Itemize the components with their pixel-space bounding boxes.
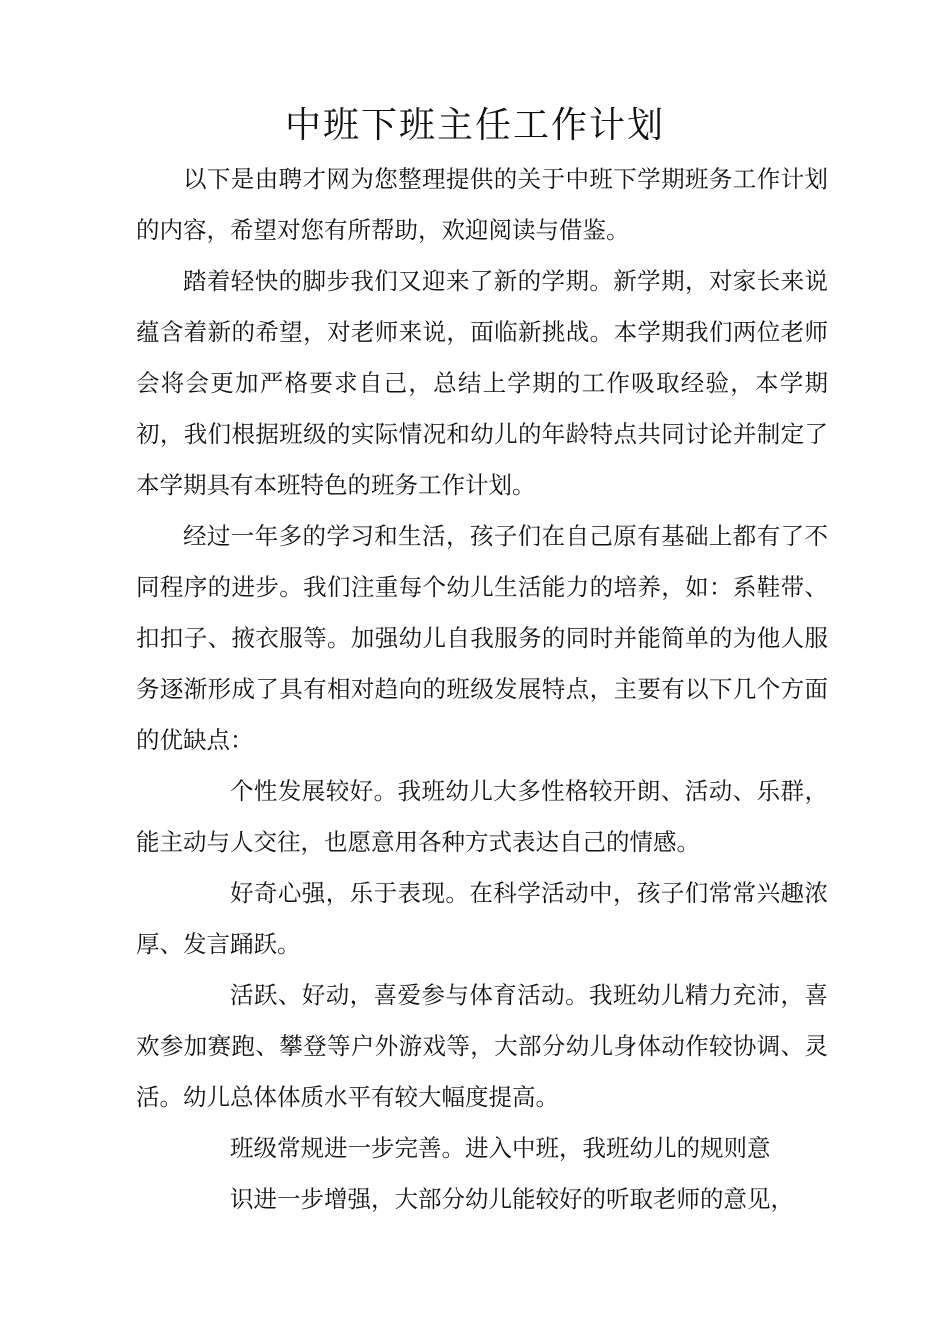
strength-sports-paragraph: 活跃、好动，喜爱参与体育活动。我班幼儿精力充沛，喜欢参加赛跑、攀登等户外游戏等，大部分幼儿身体动作较协调、灵活。幼儿总体体质水平有较大幅度提高。 xyxy=(136,981,828,1111)
new-semester-paragraph: 踏着轻快的脚步我们又迎来了新的学期。新学期，对家长来说蕴含着新的希望，对老师来说，面临新挑战。本学期我们两位老师会将会更加严格要求自己，总结上学期的工作吸取经验，本学期初，我们根据班级的实际情况和幼儿的年龄特点共同讨论并制定了本学期具有本班特色的班务工作计划。 xyxy=(136,267,828,499)
document-body xyxy=(136,154,828,1225)
class-situation-paragraph: 经过一年多的学习和生活，孩子们在自己原有基础上都有了不同程序的进步。我们注重每个幼儿生活能力的培养，如：系鞋带、扣扣子、掖衣服等。加强幼儿自我服务的同时并能简单的为他人服务逐渐形成了具有相对趋向的班级发展特点，主要有以下几个方面的优缺点： xyxy=(136,522,828,754)
class-routine-line-1: 班级常规进一步完善。进入中班，我班幼儿的规则意 xyxy=(230,1134,771,1162)
intro-paragraph: 以下是由聘才网为您整理提供的关于中班下学期班务工作计划的内容，希望对您有所帮助，欢迎阅读与借鉴。 xyxy=(136,165,828,244)
page-title: 中班下班主任工作计划 xyxy=(284,105,665,146)
strength-curiosity-paragraph: 好奇心强，乐于表现。在科学活动中，孩子们常常兴趣浓厚、发言踊跃。 xyxy=(136,879,828,958)
strength-personality-paragraph: 个性发展较好。我班幼儿大多性格较开朗、活动、乐群，能主动与人交往，也愿意用各种方式表达自己的情感。 xyxy=(136,777,828,856)
class-routine-line-2: 识进一步增强，大部分幼儿能较好的听取老师的意见， xyxy=(230,1185,794,1213)
